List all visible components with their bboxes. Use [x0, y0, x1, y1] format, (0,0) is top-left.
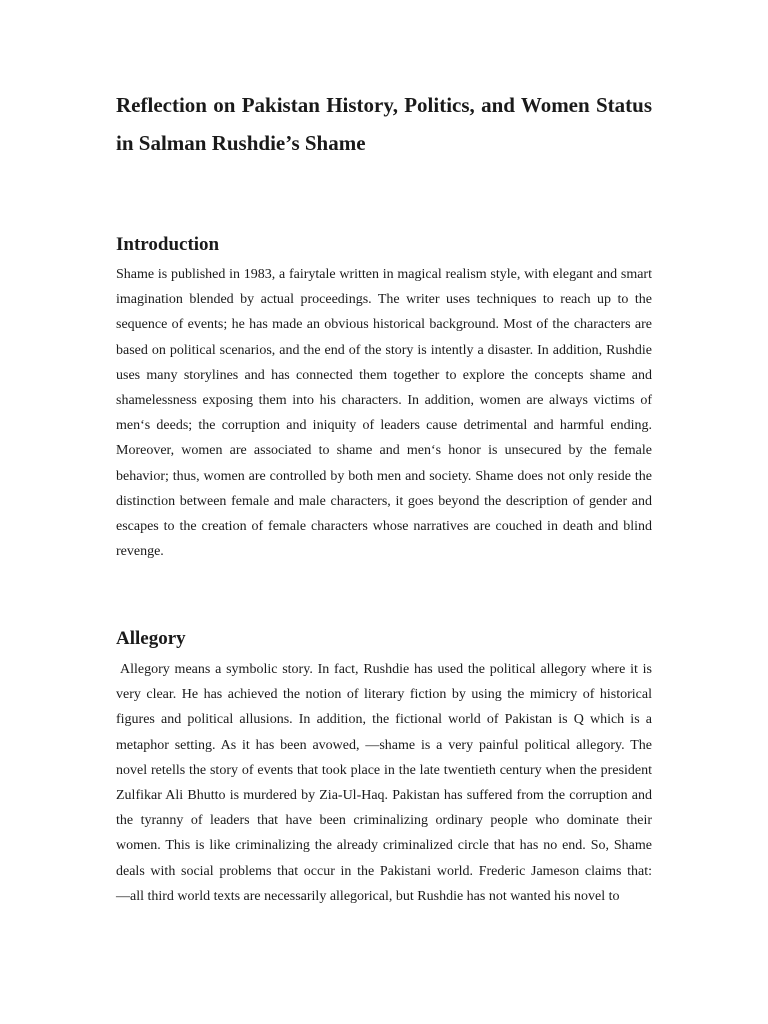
section-heading-introduction: Introduction — [116, 234, 220, 255]
section-heading-allegory: Allegory — [116, 628, 186, 649]
section-body-allegory: Allegory means a symbolic story. In fact, Rushdie has used the political allegory where it is very clear. He has achieved the notion of literary fiction by using the mimicry of historical figures and political allusions. In addition, the fictional world of Pakistan is Q which is a metaphor setting. As it has been avowed, ―shame is a very painful political allegory. The novel retells the story of events that took place in the late twentieth century when the president Zulfikar Ali Bhutto is murdered by Zia-Ul-Haq. Pakistan has suffered from the corruption and the tyranny of leaders that have been criminalizing ordinary people who dominate their women. This is like criminalizing the already criminalized circle that has no end. So, Shame deals with social problems that occur in the Pakistani world. Frederic Jameson claims that: ―all third world texts are necessarily allegorical, but Rushdie has not wanted his novel to — [116, 662, 652, 904]
section-body-introduction: Shame is published in 1983, a fairytale written in magical realism style, with elegant and smart imagination blended by actual proceedings. The writer uses techniques to reach up to the sequence of events; he has made an obvious historical background. Most of the characters are based on political scenarios, and the end of the story is intently a disaster. In addition, Rushdie uses many storylines and has connected them together to explore the concepts shame and shamelessness exposing them into his characters. In addition, women are always victims of men‘s deeds; the corruption and iniquity of leaders cause detrimental and harmful ending. Moreover, women are associated to shame and men‘s honor is unsecured by the female behavior; thus, women are controlled by both men and society. Shame does not only reside the distinction between female and male characters, it goes beyond the description of gender and escapes to the creation of female characters whose narratives are couched in death and blind revenge. — [116, 267, 652, 560]
document-title: Reflection on Pakistan History, Politics, and Women Status in Salman Rushdie’s Shame — [116, 93, 652, 155]
